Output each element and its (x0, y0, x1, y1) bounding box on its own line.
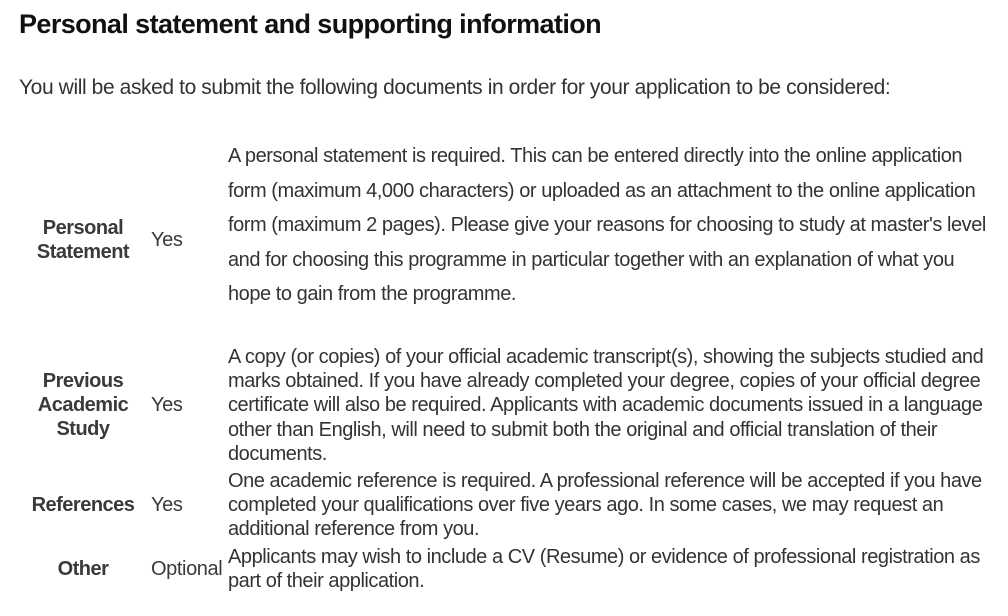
document-row-references (0, 469, 1008, 543)
row-description: A personal statement is required. This can be entered directly into the online application form (maximum 4,000 characters) or uploaded as an attachment to the online application form (maximum 2 pages). Please give your reasons for choosing to study at master's level and for choosing this programme in particular together with an explanation of what you hope to gain from the programme. (228, 145, 986, 306)
row-requirement: Yes (151, 394, 183, 416)
document-row-previous-academic-study (0, 345, 1008, 467)
row-description: Applicants may wish to include a CV (Resume) or evidence of professional registration as part of their application. (228, 546, 980, 593)
row-requirement: Optional (151, 558, 223, 580)
section-heading: Personal statement and supporting information (19, 9, 602, 39)
document-row-other (0, 545, 1008, 595)
intro-text: You will be asked to submit the following documents in order for your application to be considered: (19, 76, 891, 99)
row-label: Personal Statement (36, 217, 130, 263)
row-label: Previous Academic Study (37, 370, 129, 440)
row-description: One academic reference is required. A professional reference will be accepted if you have completed your qualifications over five years ago. In some cases, we may request an additional reference from you. (228, 470, 982, 541)
row-label: References (31, 494, 135, 516)
row-requirement: Yes (151, 229, 183, 251)
row-label: Other (57, 558, 109, 580)
row-requirement: Yes (151, 494, 183, 516)
document-row-personal-statement (0, 139, 1008, 314)
row-description: A copy (or copies) of your official academic transcript(s), showing the subjects studied and marks obtained. If you have already completed your degree, copies of your official degree certificate will also be required. Applicants with academic documents issued in a language other than English, will need to submit both the original and official translation of their documents. (228, 346, 984, 465)
